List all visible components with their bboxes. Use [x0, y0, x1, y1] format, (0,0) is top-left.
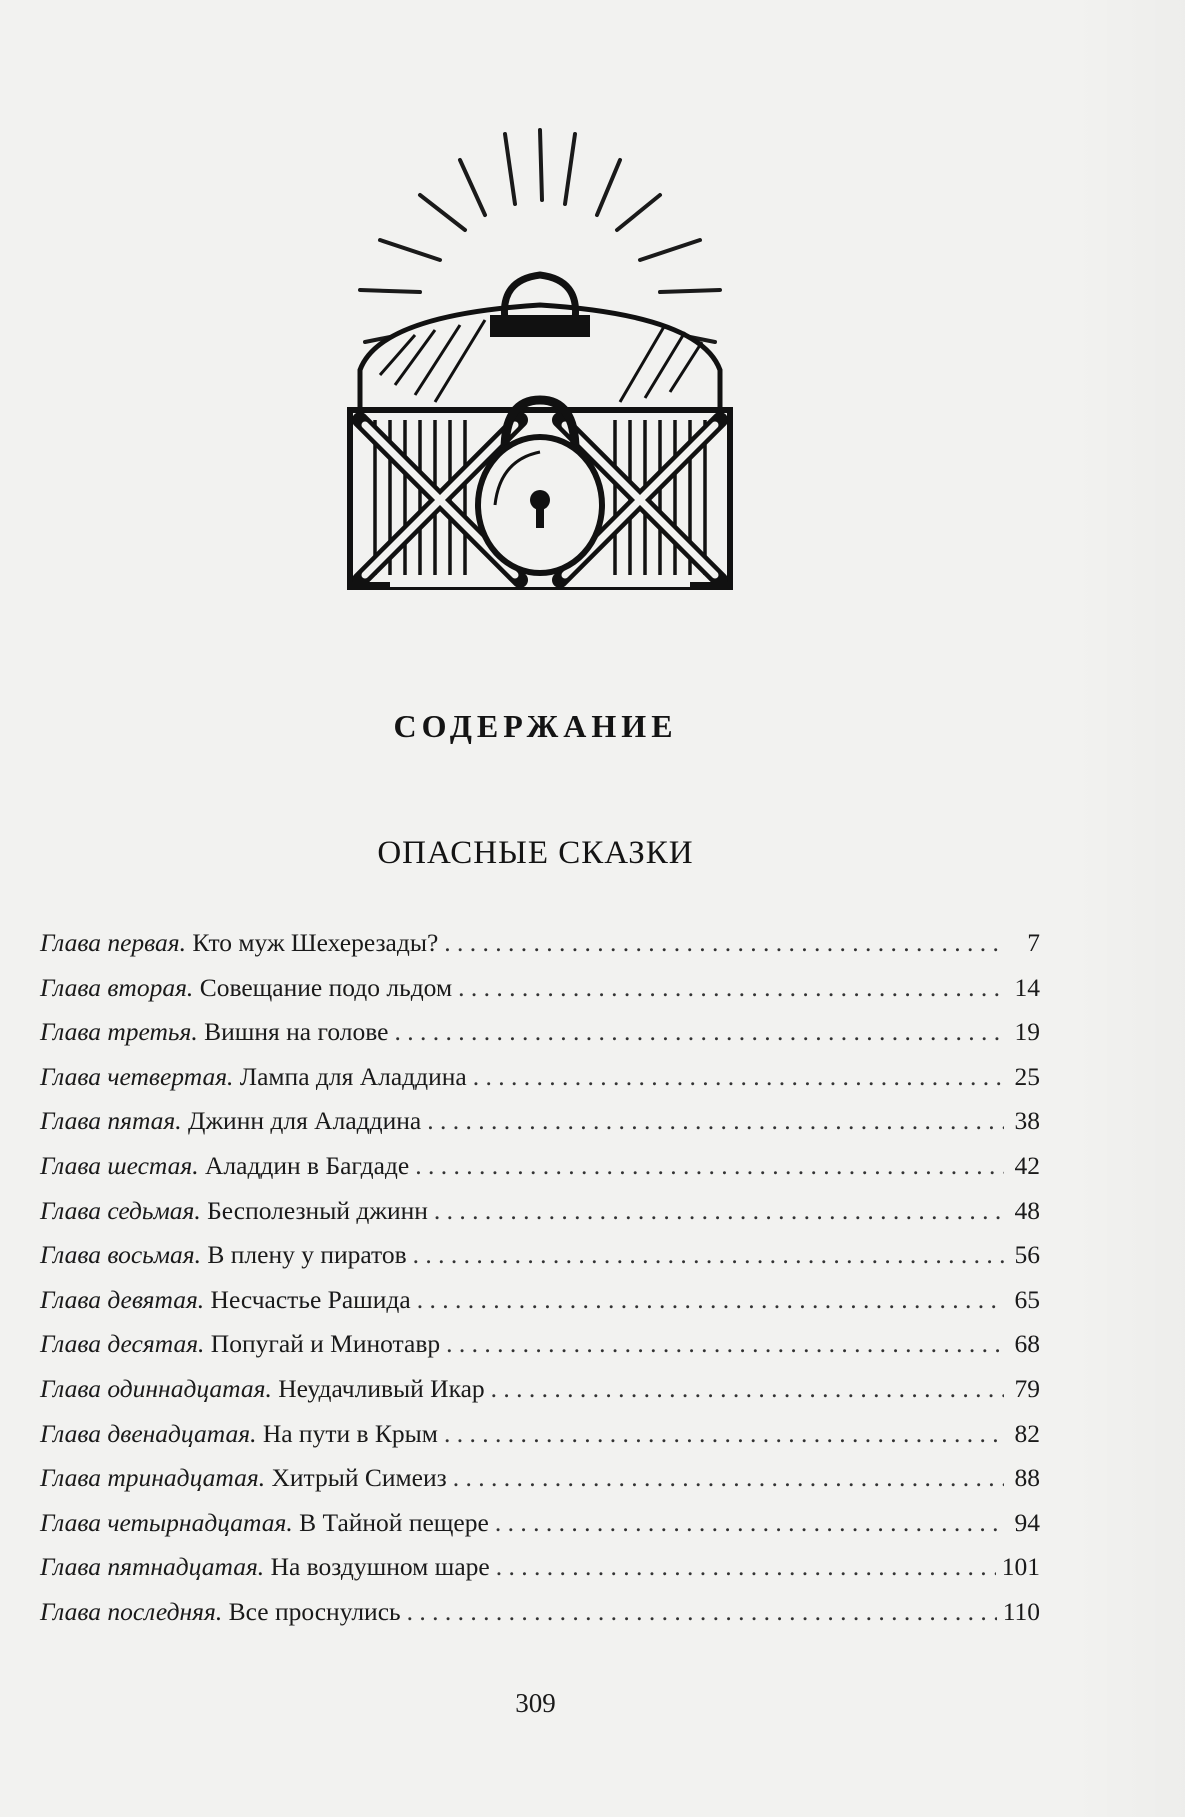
toc-leader-dots	[427, 1106, 1004, 1136]
toc-entry-title: В Тайной пещере	[299, 1507, 489, 1537]
toc-leader-dots	[491, 1374, 1004, 1404]
page-edge-shadow	[1070, 0, 1185, 1817]
toc-page-number: 56	[1014, 1240, 1040, 1270]
toc-entry	[40, 1240, 1040, 1285]
toc-entry	[40, 1106, 1040, 1151]
toc-entry	[40, 1285, 1040, 1330]
toc-entry-title: Несчастье Рашида	[210, 1284, 411, 1314]
toc-page-number: 38	[1014, 1106, 1040, 1136]
toc-leader-dots	[496, 1552, 996, 1582]
toc-leader-dots	[473, 1062, 1004, 1092]
toc-chapter-label: Глава пятая.	[40, 1106, 182, 1136]
toc-page-number: 25	[1014, 1061, 1040, 1091]
toc-chapter-label: Глава третья.	[40, 1017, 198, 1047]
toc-leader-dots	[394, 1017, 1004, 1047]
toc-entry	[40, 973, 1040, 1018]
toc-entry-title: Попугай и Минотавр	[210, 1329, 441, 1359]
toc-page-number: 101	[1001, 1552, 1040, 1582]
page-number: 309	[515, 1688, 556, 1718]
toc-entry-title: Аладдин в Багдаде	[204, 1150, 410, 1180]
toc-page-number: 82	[1014, 1418, 1040, 1448]
toc-page-number: 94	[1014, 1507, 1040, 1537]
toc-entry-title: На пути в Крым	[262, 1418, 438, 1448]
toc-entry	[40, 928, 1040, 973]
toc-entry	[40, 1151, 1040, 1196]
toc-entry	[40, 1597, 1040, 1642]
toc-leader-dots	[444, 1419, 1004, 1449]
toc-leader-dots	[407, 1597, 997, 1627]
toc-leader-dots	[495, 1508, 1004, 1538]
book-title: ОПАСНЫЕ СКАЗКИ	[377, 835, 694, 871]
toc-entry	[40, 1508, 1040, 1553]
toc-entry-title: В плену у пиратов	[207, 1240, 407, 1270]
treasure-chest-with-padlock-icon	[320, 120, 760, 590]
toc-page-number: 7	[1027, 928, 1040, 957]
toc-entry-title: Неудачливый Икар	[278, 1373, 485, 1403]
toc-entry-title: Кто муж Шехерезады?	[192, 928, 439, 957]
toc-leader-dots	[434, 1196, 1004, 1226]
toc-entry	[40, 1419, 1040, 1464]
toc-page-number: 65	[1014, 1284, 1040, 1314]
section-title: СОДЕРЖАНИЕ	[393, 708, 678, 744]
toc-entry-title: Вишня на голове	[204, 1017, 389, 1047]
toc-entry	[40, 1196, 1040, 1241]
toc-chapter-label: Глава четвертая.	[40, 1061, 234, 1091]
toc-chapter-label: Глава шестая.	[40, 1150, 199, 1180]
toc-entry	[40, 1374, 1040, 1419]
toc-entry	[40, 1552, 1040, 1597]
toc-leader-dots	[415, 1151, 1004, 1181]
toc-entry-title: На воздушном шаре	[270, 1552, 490, 1582]
toc-chapter-label: Глава пятнадцатая.	[40, 1552, 265, 1582]
toc-entry-title: Лампа для Аладдина	[239, 1061, 467, 1091]
toc-chapter-label: Глава восьмая.	[40, 1240, 202, 1270]
toc-entry-title: Совещание подо льдом	[199, 972, 453, 1002]
toc-entry-title: Бесполезный джинн	[207, 1195, 428, 1225]
toc-page-number: 19	[1014, 1017, 1040, 1047]
toc-chapter-label: Глава двенадцатая.	[40, 1418, 257, 1448]
toc-chapter-label: Глава тринадцатая.	[40, 1463, 266, 1493]
toc-leader-dots	[446, 1329, 1004, 1359]
toc-leader-dots	[417, 1285, 1004, 1315]
toc-chapter-label: Глава одиннадцатая.	[40, 1373, 272, 1403]
toc-entry-title: Джинн для Аладдина	[188, 1106, 422, 1136]
toc-leader-dots	[458, 973, 1004, 1003]
toc-chapter-label: Глава седьмая.	[40, 1195, 201, 1225]
toc-leader-dots	[444, 928, 1004, 958]
toc-entry-title: Хитрый Симеиз	[271, 1463, 447, 1493]
toc-chapter-label: Глава первая.	[40, 928, 187, 957]
toc-page-number: 68	[1014, 1329, 1040, 1359]
toc-chapter-label: Глава девятая.	[40, 1284, 205, 1314]
toc-page-number: 42	[1014, 1150, 1040, 1180]
toc-entry	[40, 1062, 1040, 1107]
table-of-contents	[40, 928, 1040, 1642]
toc-chapter-label: Глава вторая.	[40, 972, 194, 1002]
toc-page-number: 48	[1014, 1195, 1040, 1225]
toc-chapter-label: Глава последняя.	[40, 1596, 223, 1626]
toc-page-number: 79	[1014, 1373, 1040, 1403]
toc-chapter-label: Глава четырнадцатая.	[40, 1507, 293, 1537]
toc-entry	[40, 1463, 1040, 1508]
toc-entry-title: Все проснулись	[228, 1596, 401, 1626]
toc-page-number: 14	[1014, 972, 1040, 1002]
toc-leader-dots	[453, 1463, 1004, 1493]
toc-page-number: 88	[1014, 1463, 1040, 1493]
toc-entry	[40, 1017, 1040, 1062]
toc-chapter-label: Глава десятая.	[40, 1329, 205, 1359]
toc-leader-dots	[413, 1240, 1004, 1270]
toc-page-number: 110	[1002, 1596, 1040, 1626]
toc-entry	[40, 1329, 1040, 1374]
